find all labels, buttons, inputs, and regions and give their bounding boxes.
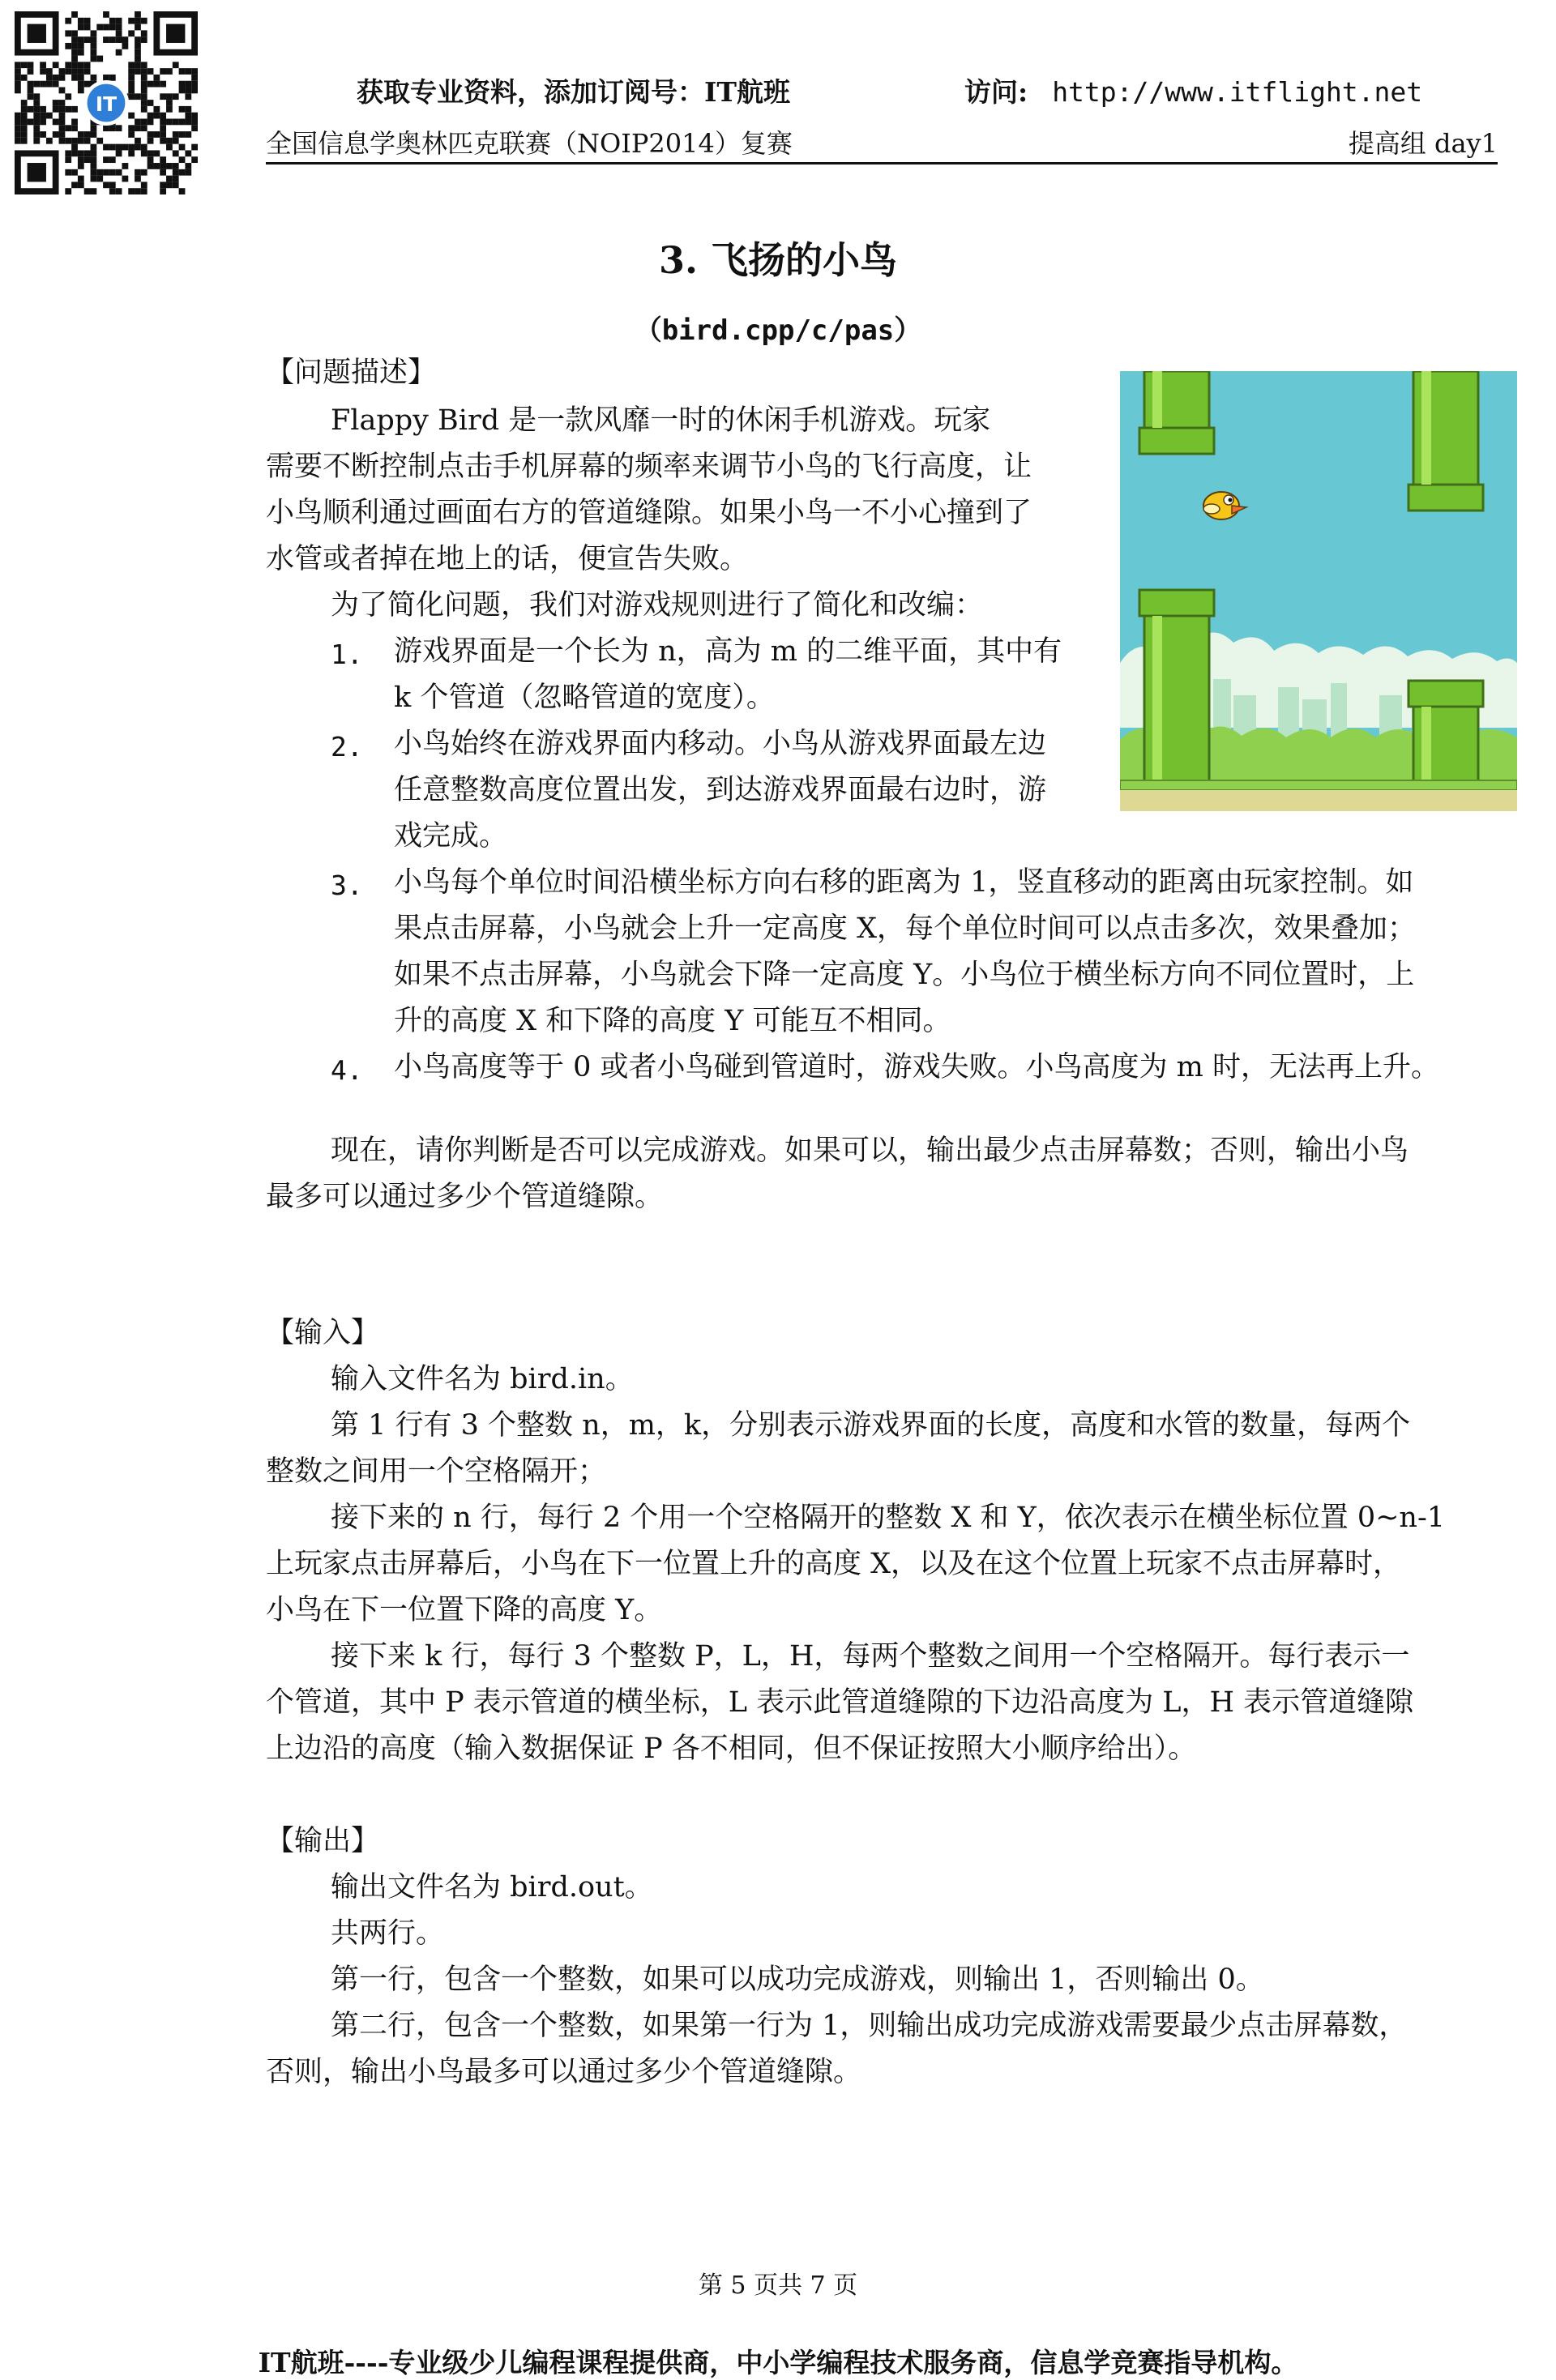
promo-text: 获取专业资料，添加订阅号：IT航班 [357,76,790,108]
output-line: 否则，输出小鸟最多可以通过多少个管道缝隙。 [266,2056,862,2088]
rule-line: 戏完成。 [394,820,508,852]
input-line: 接下来 k 行，每行 3 个整数 P，L，H，每两个整数之间用一个空格隔开。每行表示一 [331,1640,1410,1673]
input-line: 个管道，其中 P 表示管道的横坐标，L 表示此管道缝隙的下边沿高度为 L，H 表示管道缝隙 [266,1686,1414,1719]
section-heading-output: 【输出】 [266,1825,380,1857]
header-contest-name: 全国信息学奥林匹克联赛（NOIP2014）复赛 [266,128,793,159]
input-line: 接下来的 n 行，每行 2 个用一个空格隔开的整数 X 和 Y，依次表示在横坐标位置 0~n-1 [331,1502,1446,1534]
rule-line: 果点击屏幕，小鸟就会上升一定高度 X，每个单位时间可以点击多次，效果叠加； [394,912,1417,945]
rule-number: 2. [331,731,363,763]
output-line: 共两行。 [331,1917,445,1950]
rule-line: 小鸟始终在游戏界面内移动。小鸟从游戏界面最左边 [394,728,1047,760]
page-number: 第 5 页共 7 页 [698,2271,858,2300]
rule-line: k 个管道（忽略管道的宽度）。 [394,682,775,714]
footer-slogan: IT航班----专业级少儿编程课程提供商，中小学编程技术服务商，信息学竞赛指导机构。 [258,2347,1298,2378]
output-line: 第二行，包含一个整数，如果第一行为 1，则输出成功完成游戏需要最少点击屏幕数， [331,2010,1408,2042]
rule-line: 游戏界面是一个长为 n，高为 m 的二维平面，其中有 [394,635,1062,668]
desc-p1-line: 小鸟顺利通过画面右方的管道缝隙。如果小鸟一不小心撞到了 [266,497,1032,529]
rule-line: 小鸟高度等于 0 或者小鸟碰到管道时，游戏失败。小鸟高度为 m 时，无法再上升。 [394,1051,1439,1083]
flappy-bird-illustration [1120,371,1517,811]
desc-p1-line: 水管或者掉在地上的话，便宣告失败。 [266,543,749,575]
desc-p1-line: Flappy Bird 是一款风靡一时的休闲手机游戏。玩家 [331,404,991,437]
input-line: 上玩家点击屏幕后，小鸟在下一位置上升的高度 X，以及在这个位置上玩家不点击屏幕时， [266,1548,1402,1580]
problem-title: 3. 飞扬的小鸟 [658,238,898,282]
problem-filenames: （bird.cpp/c/pas） [634,314,922,347]
rule-number: 3. [331,870,363,901]
visit-url[interactable]: http://www.itflight.net [1052,76,1423,108]
section-heading-description: 【问题描述】 [266,357,437,389]
desc-p1-line: 需要不断控制点击手机屏幕的频率来调节小鸟的飞行高度，让 [266,451,1032,483]
input-line: 上边沿的高度（输入数据保证 P 各不相同，但不保证按照大小顺序给出）。 [266,1733,1197,1765]
rule-number: 4. [331,1054,363,1086]
header-group: 提高组 day1 [1348,128,1498,159]
output-line: 第一行，包含一个整数，如果可以成功完成游戏，则输出 1，否则输出 0。 [331,1963,1264,1996]
rule-line: 小鸟每个单位时间沿横坐标方向右移的距离为 1，竖直移动的距离由玩家控制。如 [394,866,1414,899]
rule-line: 如果不点击屏幕，小鸟就会下降一定高度 Y。小鸟位于横坐标方向不同位置时，上 [394,959,1415,991]
rule-number: 1. [331,639,363,670]
input-line: 第 1 行有 3 个整数 n，m，k，分别表示游戏界面的长度，高度和水管的数量，每两个 [331,1409,1411,1442]
input-line: 整数之间用一个空格隔开； [266,1455,607,1488]
visit-label: 访问: [964,76,1028,108]
header-divider [266,162,1498,165]
rule-line: 任意整数高度位置出发，到达游戏界面最右边时，游 [394,774,1047,806]
section-heading-input: 【输入】 [266,1317,380,1349]
qr-logo-text: IT [95,92,118,117]
desc-p3-line: 现在，请你判断是否可以完成游戏。如果可以，输出最少点击屏幕数；否则，输出小鸟 [331,1134,1409,1167]
rule-line: 升的高度 X 和下降的高度 Y 可能互不相同。 [394,1005,951,1037]
visit-link[interactable] [964,71,1422,109]
input-line: 小鸟在下一位置下降的高度 Y。 [266,1594,663,1626]
desc-p2-line: 为了简化问题，我们对游戏规则进行了简化和改编： [331,589,984,622]
qr-code [15,11,198,194]
output-line: 输出文件名为 bird.out。 [331,1871,653,1904]
input-line: 输入文件名为 bird.in。 [331,1363,634,1395]
desc-p3-line: 最多可以通过多少个管道缝隙。 [266,1181,664,1213]
